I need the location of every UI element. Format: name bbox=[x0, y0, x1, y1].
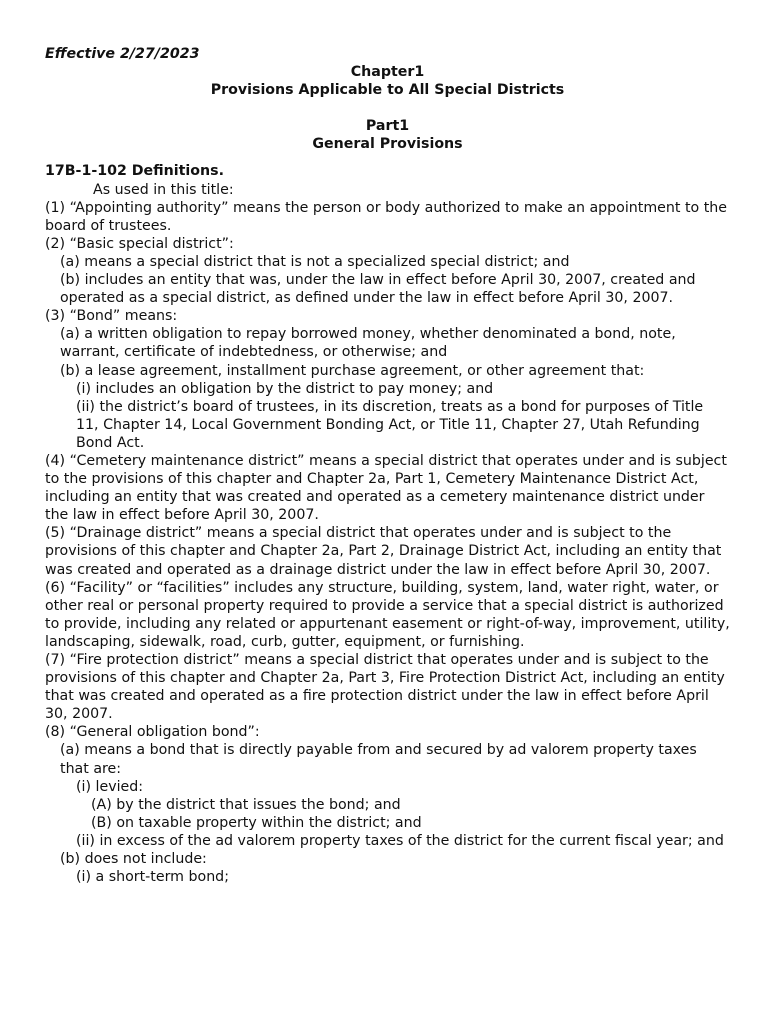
part-title: General Provisions bbox=[312, 136, 463, 153]
paragraph: (5) “Drainage district” means a special district that operates under and is subject to the provisions of this chapter and Chapter 2a, Part 2, Drainage District Act, including an entity that was created and operated as a drainage district under the law in effect before April 30, 2007. bbox=[45, 525, 722, 578]
paragraph: (7) “Fire protection district” means a special district that operates under and is subject to the provisions of this chapter and Chapter 2a, Part 3, Fire Protection District Act, including an entity that was created and operated as a fire protection district under the law in effect before April 30, 2007. bbox=[45, 652, 725, 723]
paragraph: (ii) in excess of the ad valorem property taxes of the district for the current fiscal year; and bbox=[76, 832, 724, 849]
chapter-title: Provisions Applicable to All Special Districts bbox=[210, 82, 565, 99]
paragraph: (b) a lease agreement, installment purchase agreement, or other agreement that: bbox=[60, 362, 645, 379]
paragraph: (6) “Facility” or “facilities” includes any structure, building, system, land, water right, water, or other real or personal property required to provide a service that a special district is authorized to provide, including any related or appurtenant easement or right-of-way, improvement, utility, landscaping, sidewalk, road, curb, gutter, equipment, or furnishing. bbox=[45, 579, 730, 650]
paragraph: (i) a short-term bond; bbox=[76, 869, 229, 886]
paragraph: (ii) the district’s board of trustees, in its discretion, treats as a bond for purposes of Title 11, Chapter 14, Local Government Bonding Act, or Title 11, Chapter 27, Utah Refunding Bond Act. bbox=[76, 398, 704, 451]
paragraph: (b) does not include: bbox=[60, 851, 207, 868]
paragraph: (i) includes an obligation by the district to pay money; and bbox=[76, 380, 494, 397]
paragraph: (4) “Cemetery maintenance district” means a special district that operates under and is subject to the provisions of this chapter and Chapter 2a, Part 1, Cemetery Maintenance District Act, including an entity that was created and operated as a cemetery maintenance district under the law in effect before April 30, 2007. bbox=[45, 452, 727, 524]
paragraph: (1) “Appointing authority” means the person or body authorized to make an appointment to the board of trustees. bbox=[45, 199, 728, 234]
paragraph: (i) levied: bbox=[76, 778, 144, 795]
paragraph: (3) “Bond” means: bbox=[45, 308, 178, 325]
paragraph: (a) means a bond that is directly payable from and secured by ad valorem property taxes that are: bbox=[60, 742, 697, 777]
effective-date: Effective 2/27/2023 bbox=[45, 46, 200, 62]
spacer bbox=[45, 99, 730, 117]
paragraph: (a) a written obligation to repay borrowed money, whether denominated a bond, note, warrant, certificate of indebtedness, or otherwise; and bbox=[60, 326, 676, 361]
part-number: Part1 bbox=[365, 118, 410, 135]
document-page bbox=[45, 45, 730, 886]
paragraph: (B) on taxable property within the district; and bbox=[91, 814, 422, 831]
section-heading: 17B-1-102 Definitions. bbox=[45, 163, 224, 180]
section-intro: As used in this title: bbox=[93, 181, 234, 198]
paragraph: (2) “Basic special district”: bbox=[45, 235, 234, 252]
paragraph: (8) “General obligation bond”: bbox=[45, 724, 260, 741]
paragraph: (A) by the district that issues the bond; and bbox=[91, 796, 401, 813]
definitions-list bbox=[45, 199, 730, 887]
chapter-number: Chapter1 bbox=[350, 64, 425, 81]
paragraph: (a) means a special district that is not a specialized special district; and bbox=[60, 253, 570, 270]
paragraph: (b) includes an entity that was, under the law in effect before April 30, 2007, created and operated as a special district, as defined under the law in effect before April 30, 2007. bbox=[60, 272, 696, 307]
